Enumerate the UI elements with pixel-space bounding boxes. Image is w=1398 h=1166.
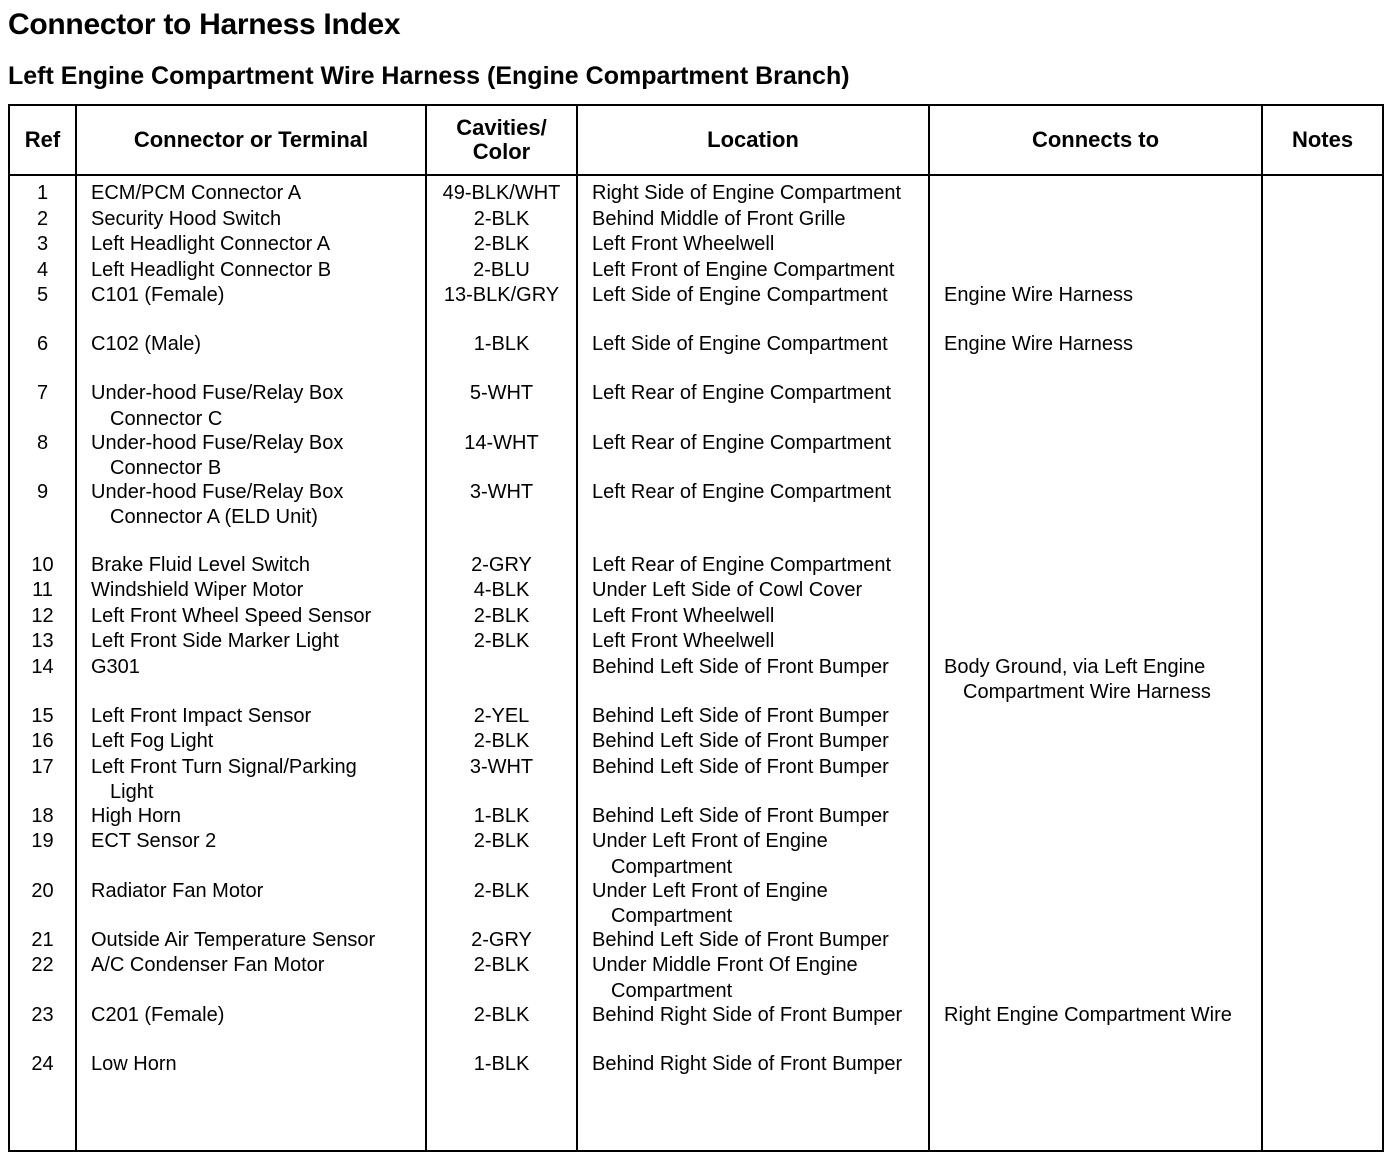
ref-cell: 16 (31, 730, 54, 753)
connector-cell: Left Headlight Connector A (91, 233, 331, 255)
ref-cell: 4 (36, 258, 49, 281)
ref-cell: 20 (31, 879, 54, 902)
connector-cell: Under-hood Fuse/Relay Box (91, 480, 344, 503)
header-cavities (427, 106, 576, 174)
header-cavities-line1: Cavities/ (456, 115, 547, 140)
connector-cell: A/C Condenser Fan Motor (91, 954, 325, 977)
connector-cell: Brake Fluid Level Switch (91, 553, 310, 576)
cavities-cell: 1-BLK (473, 804, 530, 827)
header-location: Location (707, 127, 799, 152)
location-cell: Under Left Front of Engine (592, 879, 828, 902)
ref-cell: 3 (36, 233, 49, 255)
location-cell: Left Rear of Engine Compartment (592, 553, 892, 576)
connector-cell: C201 (Female) (91, 1003, 225, 1026)
cavities-cell: 2-BLK (473, 233, 530, 255)
ref-cell: 11 (32, 579, 53, 602)
ref-cell: 17 (31, 755, 54, 778)
ref-cell: 13 (31, 630, 54, 653)
ref-cell: 1 (36, 182, 49, 204)
cavities-cell: 2-GRY (471, 553, 532, 576)
location-cell: Left Rear of Engine Compartment (592, 382, 892, 405)
cavities-cell: 3-WHT (469, 755, 534, 778)
connector-cell: Connector C (110, 407, 223, 430)
header-ref: Ref (24, 127, 61, 152)
location-cell: Behind Left Side of Front Bumper (592, 655, 889, 678)
location-cell: Left Side of Engine Compartment (592, 284, 888, 306)
location-cell: Left Front Wheelwell (592, 233, 775, 255)
cavities-cell: 14-WHT (464, 431, 539, 454)
cavities-cell: 13-BLK/GRY (443, 284, 560, 306)
cavities-cell: 2-BLK (473, 604, 530, 627)
location-cell: Left Rear of Engine Compartment (592, 431, 892, 454)
cavities-cell: 2-GRY (471, 928, 532, 951)
ref-cell: 2 (36, 207, 49, 230)
cavities-cell: 2-BLK (473, 954, 530, 977)
column-divider (1261, 106, 1263, 1150)
location-cell: Left Side of Engine Compartment (592, 333, 888, 356)
cavities-cell: 2-BLK (473, 207, 530, 230)
cavities-cell: 2-BLK (473, 830, 530, 853)
location-cell: Left Rear of Engine Compartment (592, 480, 892, 503)
location-cell: Left Front of Engine Compartment (592, 258, 895, 281)
ref-cell: 9 (36, 480, 49, 503)
location-cell: Behind Left Side of Front Bumper (592, 928, 889, 951)
ref-cell: 15 (31, 704, 54, 727)
cavities-cell: 2-BLK (473, 630, 530, 653)
connector-cell: High Horn (91, 804, 182, 827)
column-divider (576, 106, 578, 1150)
cavities-cell: 1-BLK (473, 333, 530, 356)
connects-to-cell: Right Engine Compartment Wire (944, 1003, 1232, 1026)
cavities-cell: 49-BLK/WHT (442, 182, 561, 204)
location-cell: Behind Middle of Front Grille (592, 207, 846, 230)
header-notes: Notes (1291, 127, 1354, 152)
cavities-cell: 2-BLK (473, 730, 530, 753)
connector-cell: Left Headlight Connector B (91, 258, 332, 281)
connector-table (8, 104, 1384, 1152)
connector-cell: Left Front Turn Signal/Parking (91, 755, 357, 778)
connector-cell: C101 (Female) (91, 284, 225, 306)
location-cell: Right Side of Engine Compartment (592, 182, 902, 204)
location-cell: Behind Left Side of Front Bumper (592, 730, 889, 753)
connector-cell: C102 (Male) (91, 333, 202, 356)
connector-cell: Security Hood Switch (91, 207, 282, 230)
location-cell: Compartment (611, 905, 733, 928)
connects-to-cell: Engine Wire Harness (944, 284, 1133, 306)
ref-cell: 14 (31, 655, 54, 678)
ref-cell: 21 (31, 928, 54, 951)
cavities-cell: 2-YEL (473, 704, 530, 727)
column-divider (928, 106, 930, 1150)
connects-to-cell: Compartment Wire Harness (963, 681, 1211, 704)
connector-cell: Left Front Impact Sensor (91, 704, 312, 727)
connects-to-cell: Engine Wire Harness (944, 333, 1133, 356)
connector-cell: Low Horn (91, 1052, 177, 1075)
connector-cell: Connector A (ELD Unit) (110, 506, 318, 529)
location-cell: Under Left Side of Cowl Cover (592, 579, 863, 602)
location-cell: Compartment (611, 979, 733, 1002)
connector-cell: Left Fog Light (91, 730, 214, 753)
cavities-cell: 2-BLK (473, 879, 530, 902)
location-cell: Behind Left Side of Front Bumper (592, 704, 889, 727)
connector-cell: Under-hood Fuse/Relay Box (91, 382, 344, 405)
page-subtitle: Left Engine Compartment Wire Harness (Engine Compartment Branch) (8, 62, 850, 90)
connector-cell: Windshield Wiper Motor (91, 579, 304, 602)
column-divider (75, 106, 77, 1150)
ref-cell: 8 (36, 431, 49, 454)
header-divider (10, 174, 1382, 176)
location-cell: Behind Right Side of Front Bumper (592, 1003, 903, 1026)
ref-cell: 5 (36, 284, 49, 306)
header-connector: Connector or Terminal (133, 127, 369, 152)
connector-cell: Light (110, 781, 154, 804)
connector-cell: Left Front Wheel Speed Sensor (91, 604, 372, 627)
ref-cell: 24 (31, 1052, 54, 1075)
cavities-cell: 4-BLK (473, 579, 530, 602)
cavities-cell: 5-WHT (469, 382, 534, 405)
header-connects-to: Connects to (1031, 127, 1160, 152)
connector-cell: G301 (91, 655, 140, 678)
cavities-cell: 2-BLK (473, 1003, 530, 1026)
location-cell: Under Left Front of Engine (592, 830, 828, 853)
connector-cell: Outside Air Temperature Sensor (91, 928, 376, 951)
connector-cell: Under-hood Fuse/Relay Box (91, 431, 344, 454)
ref-cell: 7 (36, 382, 49, 405)
location-cell: Behind Left Side of Front Bumper (592, 804, 889, 827)
location-cell: Left Front Wheelwell (592, 604, 775, 627)
ref-cell: 19 (31, 830, 54, 853)
connector-cell: Radiator Fan Motor (91, 879, 264, 902)
connector-cell: Connector B (110, 457, 222, 480)
cavities-cell: 2-BLU (473, 258, 530, 281)
cavities-cell: 1-BLK (473, 1052, 530, 1075)
cavities-cell: 3-WHT (469, 480, 534, 503)
location-cell: Compartment (611, 855, 733, 878)
connector-cell: ECT Sensor 2 (91, 830, 217, 853)
connector-cell: Left Front Side Marker Light (91, 630, 339, 653)
location-cell: Behind Right Side of Front Bumper (592, 1052, 903, 1075)
header-cavities-line2: Color (472, 139, 531, 164)
ref-cell: 10 (31, 553, 54, 576)
ref-cell: 6 (36, 333, 49, 356)
page-title: Connector to Harness Index (8, 8, 401, 41)
ref-cell: 23 (31, 1003, 54, 1026)
location-cell: Left Front Wheelwell (592, 630, 775, 653)
ref-cell: 22 (31, 954, 54, 977)
location-cell: Under Middle Front Of Engine (592, 954, 858, 977)
connector-cell: ECM/PCM Connector A (91, 182, 302, 204)
ref-cell: 12 (31, 604, 54, 627)
ref-cell: 18 (31, 804, 54, 827)
connects-to-cell: Body Ground, via Left Engine (944, 655, 1206, 678)
location-cell: Behind Left Side of Front Bumper (592, 755, 889, 778)
